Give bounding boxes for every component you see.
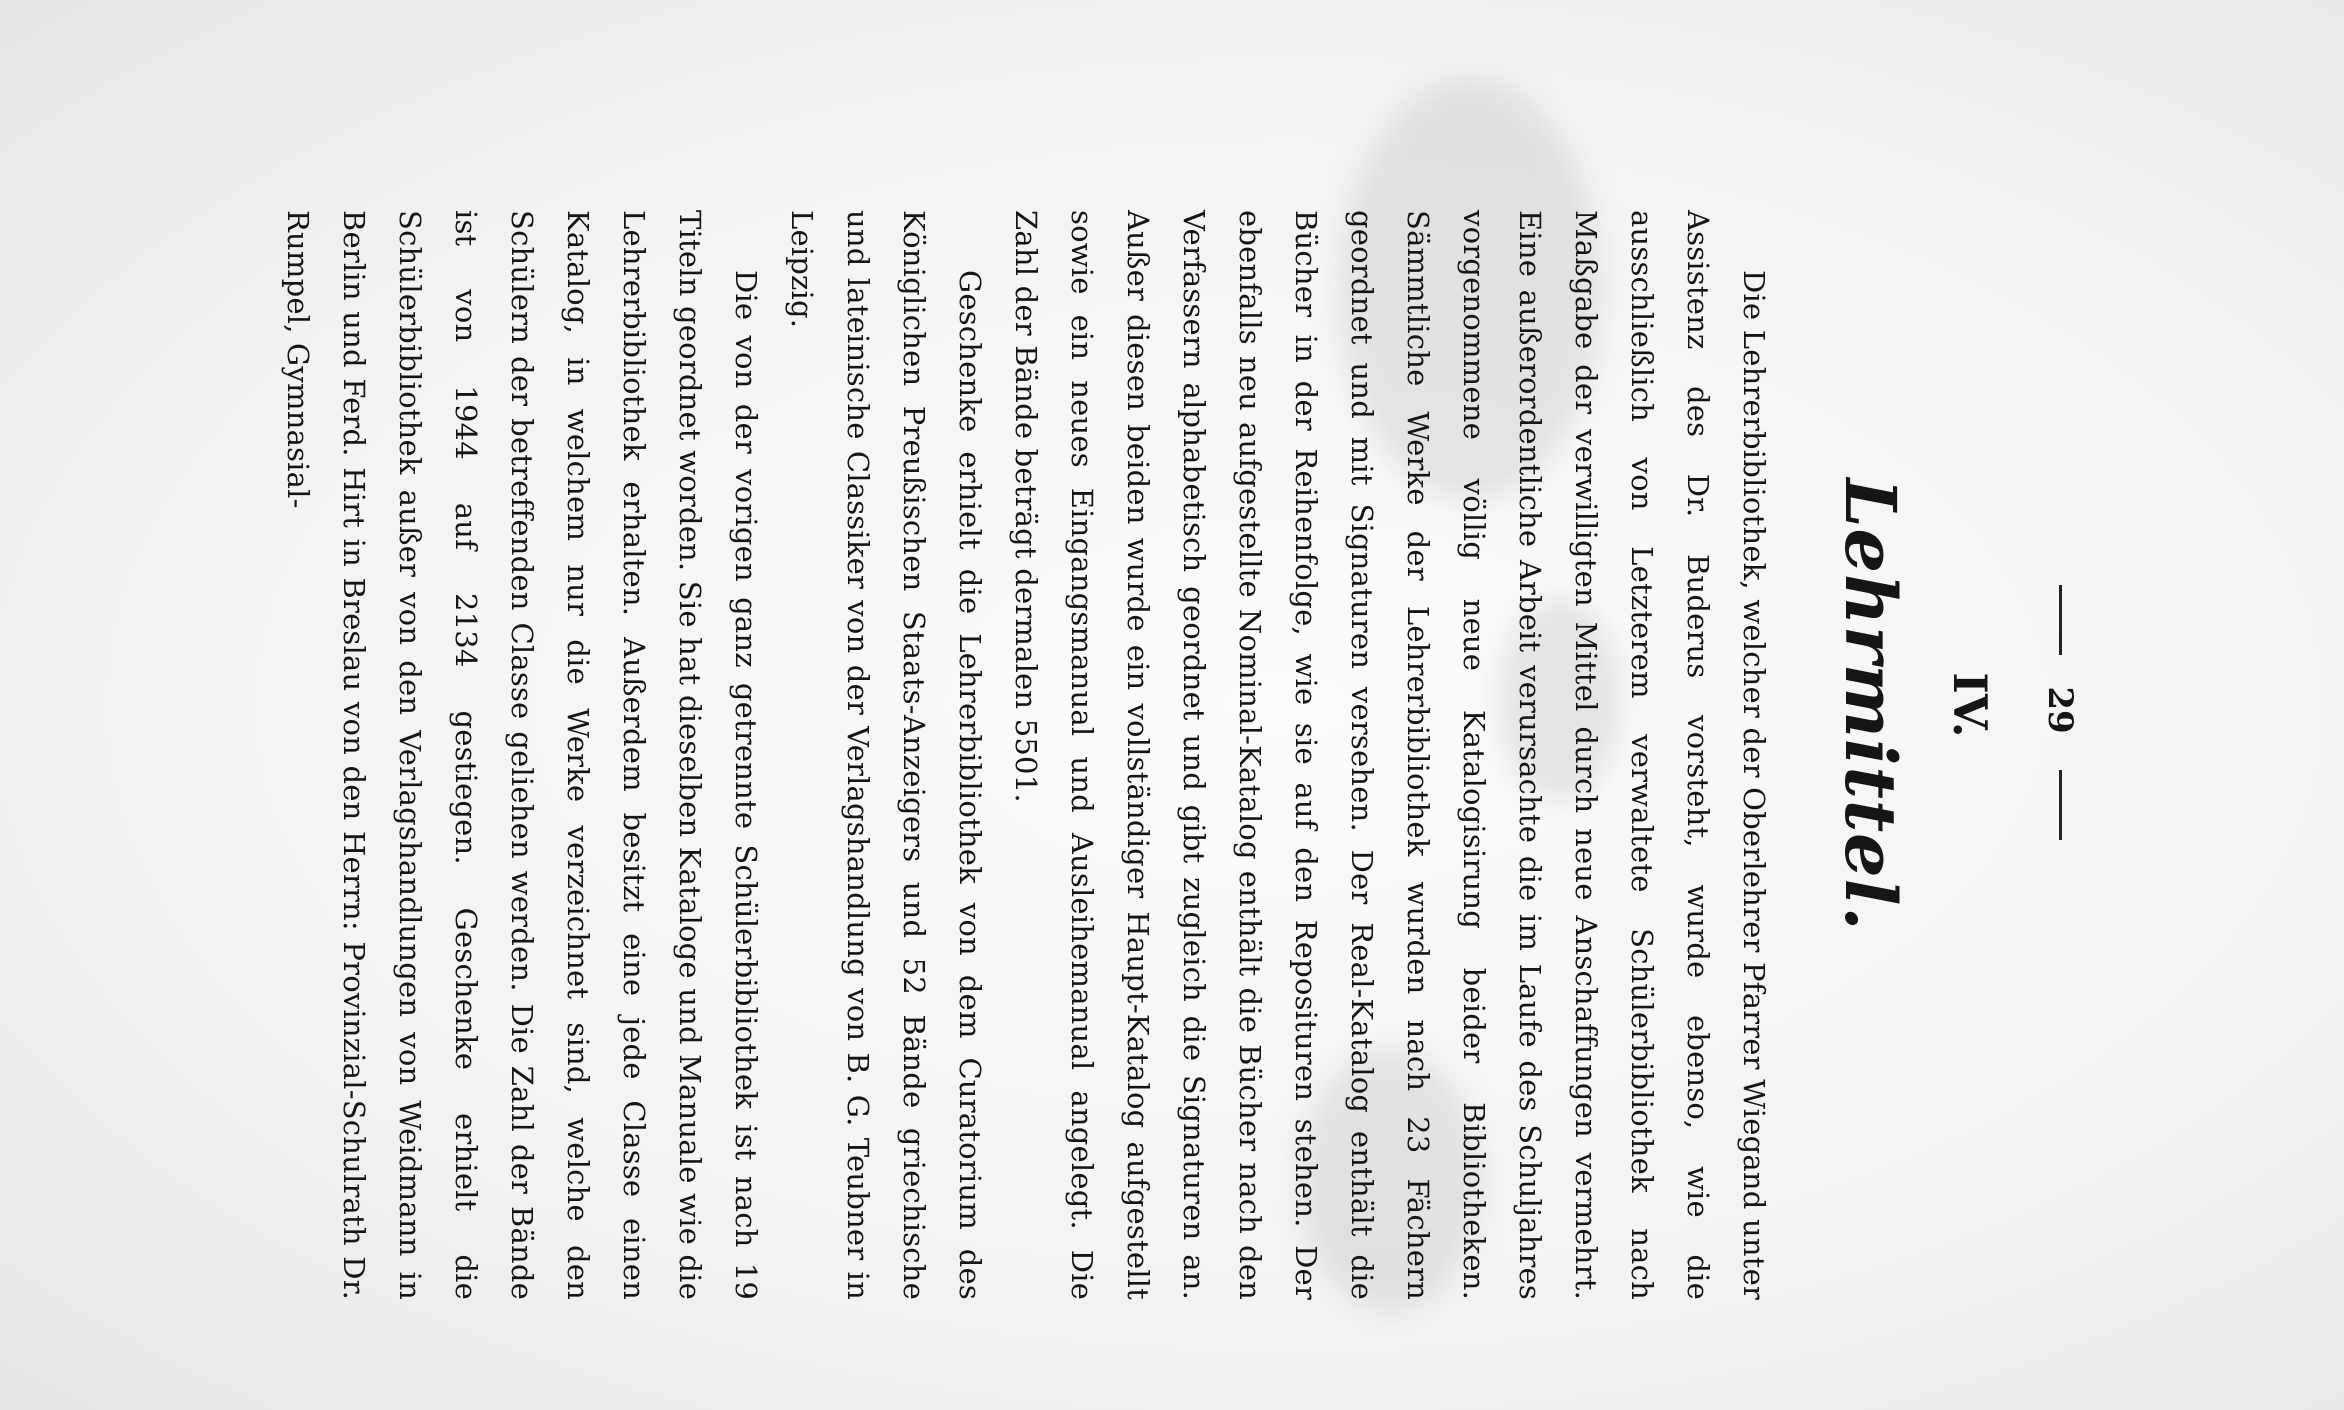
document-page xyxy=(132,10,2212,1400)
section-title: Lehrmittel. xyxy=(1829,478,1912,932)
page-number: 29 xyxy=(2040,686,2080,734)
paragraph-library-catalogue: Die Lehrerbibliothek, welcher der Oberlehrer Pfarrer Wiegand unter Assistenz des Dr. Buderus vorsteht, wurde ebenso, wie die ausschließlich von Letzterem verwaltete Schülerbibliothek nach Maßgabe der verwilligten Mittel durch neue Anschaffungen vermehrt. Eine außerordentliche Arbeit verursachte die im Laufe des Schuljahres vorgenommene völlig neue Katalogisirung beider Bibliotheken. Sämmtliche Werke der Lehrerbibliothek wurden nach 23 Fächern geordnet und mit Signaturen versehen. Der Real-Katalog enthält die Bücher in der Reihenfolge, wie sie auf den Reposituren stehen. Der ebenfalls neu aufgestellte Nominal-Katalog enthält die Bücher nach den Verfassern alphabetisch geordnet und gibt zugleich die Signaturen an. Außer diesen beiden wurde ein vollständiger Haupt-Katalog aufgestellt sowie ein neues Eingangsmanual und Ausleihemanual angelegt. Die Zahl der Bände beträgt dermalen 5501. xyxy=(1009,210,1771,1300)
paragraph-gifts-teacher-library: Geschenke erhielt die Lehrerbibliothek von dem Curatorium des Königlichen Preußischen Staats-Anzeigers und 52 Bände griechische und lateinische Classiker von der Verlagshandlung von B. G. Teubner in Leipzig. xyxy=(785,210,987,1300)
section-number: IV. xyxy=(1943,672,1997,738)
body-text xyxy=(270,210,1782,1300)
header-rule-right xyxy=(2059,770,2062,840)
header-rule-left xyxy=(2059,585,2062,655)
rotated-page-wrapper xyxy=(132,10,2212,1400)
paragraph-student-library: Die von der vorigen ganz getrennte Schülerbibliothek ist nach 19 Titeln geordnet worden. Sie hat dieselben Kataloge und Manuale wie die Lehrerbibliothek erhalten. Außerdem besitzt eine jede Classe einen Katalog, in welchem nur die Werke verzeichnet sind, welche den Schülern der betreffenden Classe geliehen werden. Die Zahl der Bände ist von 1944 auf 2134 gestiegen. Geschenke erhielt die Schülerbibliothek außer von den Verlagshandlungen von Weidmann in Berlin und Ferd. Hirt in Breslau von den Herrn: Provinzial-Schulrath Dr. Rumpel, Gymnasial- xyxy=(281,210,763,1300)
